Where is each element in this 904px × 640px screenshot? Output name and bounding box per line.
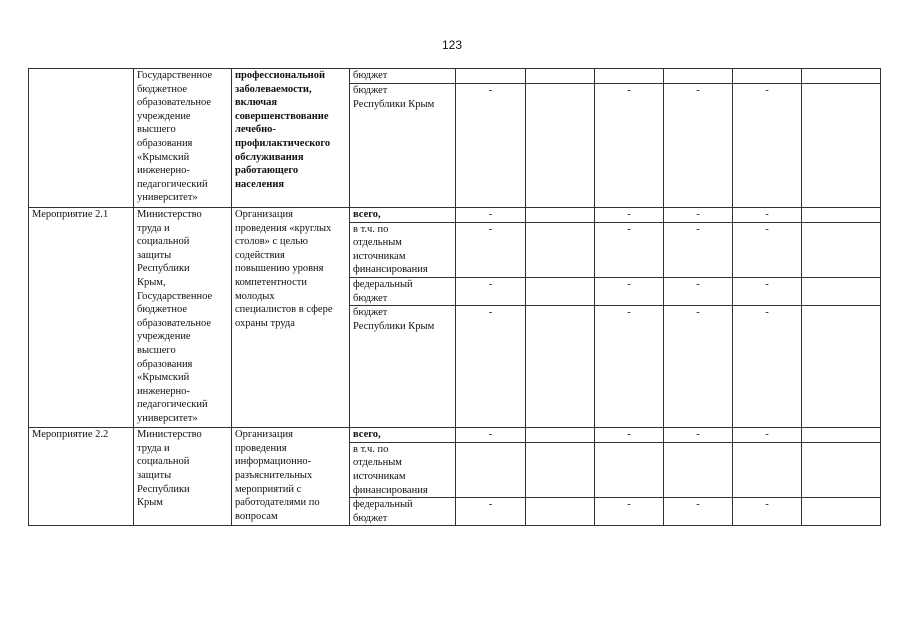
table-row (29, 428, 881, 443)
value-cell: - (595, 498, 664, 526)
value-cell: - (733, 222, 802, 277)
funding-source-cell: бюджет (350, 69, 456, 84)
value-cell: - (733, 306, 802, 428)
value-cell: - (456, 428, 526, 443)
funding-source-cell: в т.ч. по отдельным источникам финансирования (350, 442, 456, 497)
funding-source-cell: всего, (350, 428, 456, 443)
page-number: 123 (441, 38, 463, 52)
value-cell (526, 442, 595, 497)
value-cell (733, 69, 802, 84)
value-cell: - (733, 428, 802, 443)
funding-source-cell: в т.ч. по отдельным источникам финансирования (350, 222, 456, 277)
description-cell: профессиональной заболеваемости, включая совершенствование лечебно- профилактического обслуживания работающего населения (232, 69, 350, 208)
value-cell: - (664, 84, 733, 208)
value-cell (456, 69, 526, 84)
funding-source-cell: бюджет Республики Крым (350, 84, 456, 208)
funding-source-cell: бюджет Республики Крым (350, 306, 456, 428)
value-cell (526, 222, 595, 277)
funding-source-cell: федеральный бюджет (350, 277, 456, 305)
value-cell: - (456, 84, 526, 208)
value-cell (595, 442, 664, 497)
value-cell (802, 222, 881, 277)
table-row (29, 208, 881, 223)
value-cell: - (595, 428, 664, 443)
event-cell: Мероприятие 2.1 (29, 208, 134, 428)
value-cell: - (456, 498, 526, 526)
value-cell (664, 442, 733, 497)
value-cell: - (733, 84, 802, 208)
funding-source-cell: всего, (350, 208, 456, 223)
value-cell (802, 69, 881, 84)
value-cell (802, 498, 881, 526)
value-cell: - (664, 208, 733, 223)
value-cell: - (664, 222, 733, 277)
value-cell (802, 442, 881, 497)
value-cell (526, 428, 595, 443)
value-cell: - (664, 277, 733, 305)
value-cell: - (595, 306, 664, 428)
table-row (29, 69, 881, 84)
value-cell (526, 277, 595, 305)
value-cell: - (456, 306, 526, 428)
value-cell: - (664, 428, 733, 443)
value-cell (526, 498, 595, 526)
value-cell: - (595, 208, 664, 223)
program-table (28, 68, 881, 526)
event-cell: Мероприятие 2.2 (29, 428, 134, 526)
event-cell (29, 69, 134, 208)
value-cell: - (664, 498, 733, 526)
value-cell: - (733, 498, 802, 526)
value-cell (802, 84, 881, 208)
executor-cell: Государственное бюджетное образовательное учреждение высшего образования «Крымский инженерно- педагогический университет» (134, 69, 232, 208)
value-cell (526, 208, 595, 223)
value-cell (802, 306, 881, 428)
value-cell (664, 69, 733, 84)
value-cell (526, 69, 595, 84)
value-cell (526, 306, 595, 428)
value-cell (802, 428, 881, 443)
value-cell (733, 442, 802, 497)
description-cell: Организация проведения информационно- разъяснительных мероприятий с работодателями по вопросам (232, 428, 350, 526)
value-cell: - (456, 277, 526, 305)
value-cell: - (733, 277, 802, 305)
value-cell: - (456, 208, 526, 223)
value-cell (802, 208, 881, 223)
value-cell (595, 69, 664, 84)
value-cell (456, 442, 526, 497)
value-cell: - (664, 306, 733, 428)
value-cell: - (595, 277, 664, 305)
value-cell: - (733, 208, 802, 223)
value-cell: - (595, 222, 664, 277)
value-cell (526, 84, 595, 208)
executor-cell: Министерство труда и социальной защиты Республики Крым, Государственное бюджетное образовательное учреждение высшего образования «Крымский инженерно- педагогический университет» (134, 208, 232, 428)
value-cell: - (456, 222, 526, 277)
value-cell (802, 277, 881, 305)
funding-source-cell: федеральный бюджет (350, 498, 456, 526)
value-cell: - (595, 84, 664, 208)
executor-cell: Министерство труда и социальной защиты Республики Крым (134, 428, 232, 526)
description-cell: Организация проведения «круглых столов» с целью содействия повышению уровня компетентности молодых специалистов в сфере охраны труда (232, 208, 350, 428)
